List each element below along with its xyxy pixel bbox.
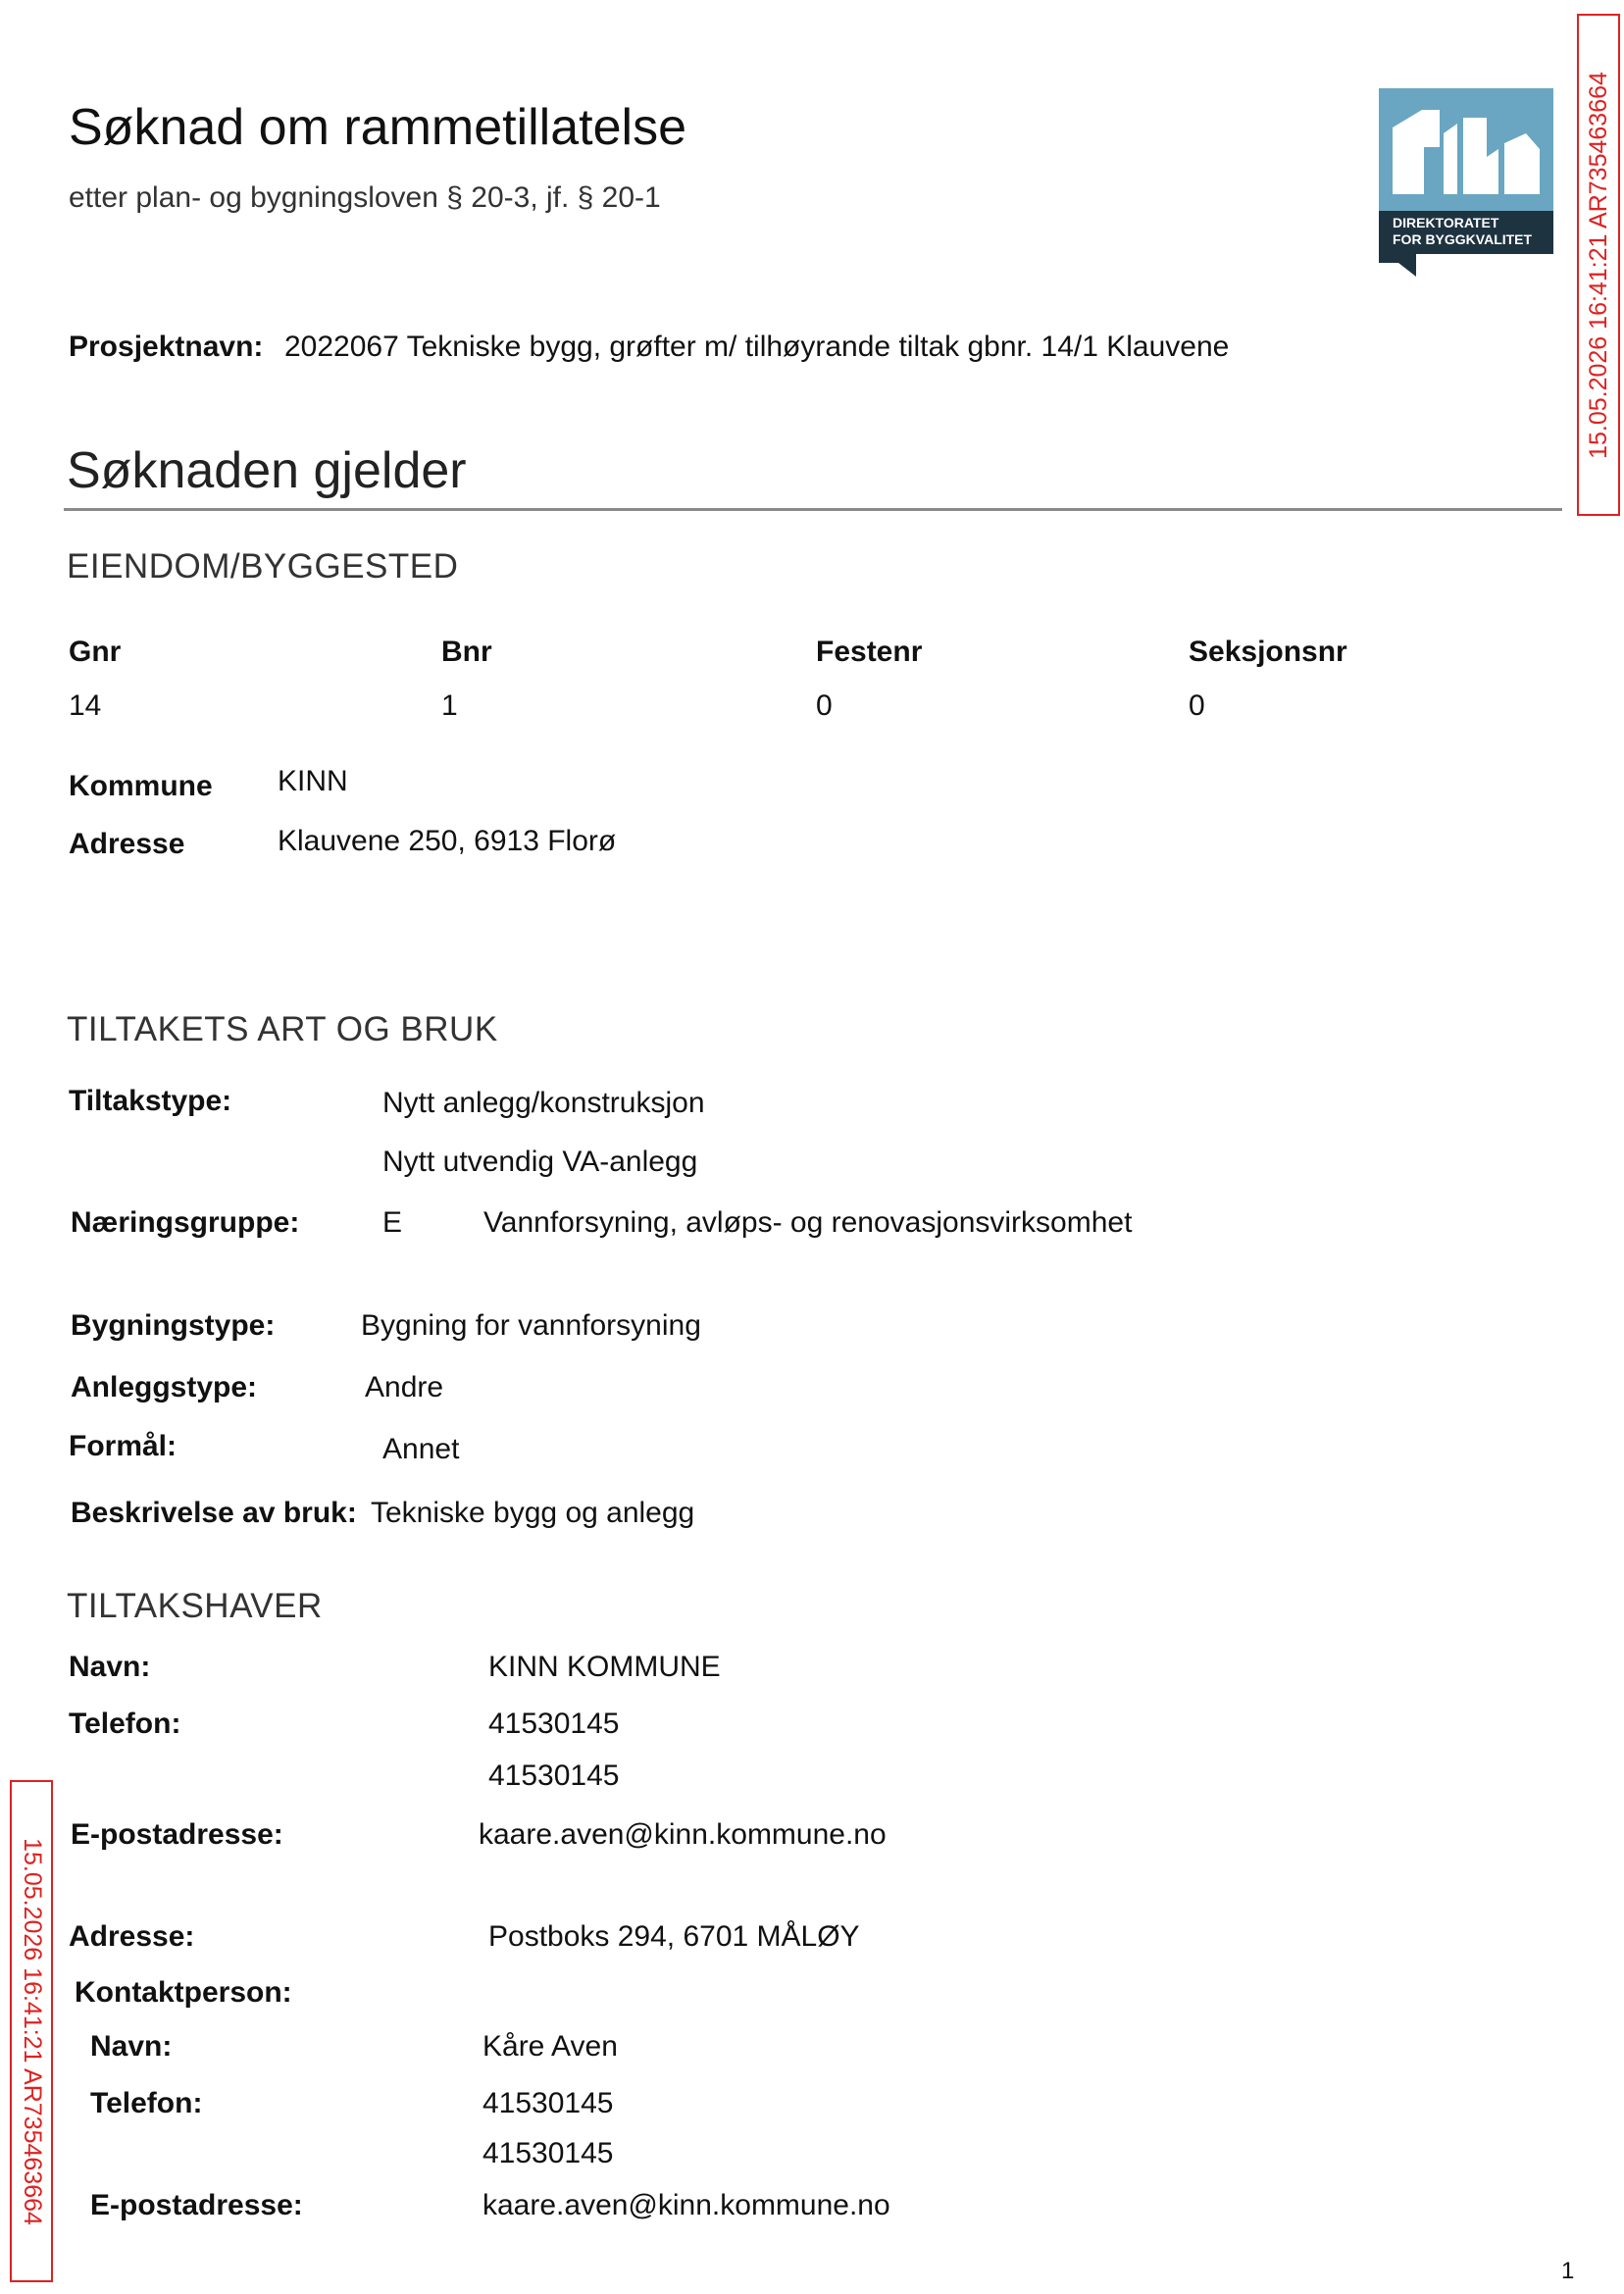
th-adresse-value: Postboks 294, 6701 MÅLØY (488, 1920, 860, 1953)
archive-stamp-right-text: 15.05.2026 16:41:21 AR735463664 (1584, 71, 1612, 459)
kp-navn-value: Kåre Aven (482, 2030, 618, 2063)
gnr-value: 14 (69, 689, 102, 722)
tiltakshaver-heading: TILTAKSHAVER (67, 1587, 323, 1625)
dibk-logo (1379, 88, 1553, 277)
naeringsgruppe-label: Næringsgruppe: (71, 1206, 300, 1239)
project-name-value: 2022067 Tekniske bygg, grøfter m/ tilhøyrande tiltak gbnr. 14/1 Klauvene (284, 331, 1230, 363)
bygningstype-value: Bygning for vannforsyning (361, 1309, 701, 1342)
adresse-label: Adresse (69, 828, 185, 860)
kp-navn-label: Navn: (90, 2030, 173, 2063)
formal-label: Formål: (69, 1430, 178, 1462)
bnr-value: 1 (441, 689, 458, 722)
tiltakstype-value-2: Nytt utvendig VA-anlegg (382, 1146, 698, 1178)
section-title: Søknaden gjelder (67, 442, 467, 499)
page-number: 1 (1561, 2258, 1575, 2284)
kp-epost-label: E-postadresse: (90, 2189, 303, 2221)
seksjonsnr-value: 0 (1189, 689, 1205, 722)
eiendom-heading: EIENDOM/BYGGESTED (67, 547, 459, 586)
gnr-label: Gnr (69, 636, 122, 668)
kommune-value: KINN (278, 765, 348, 797)
adresse-value: Klauvene 250, 6913 Florø (278, 825, 617, 857)
festenr-label: Festenr (816, 636, 923, 668)
naeringsgruppe-code: E (382, 1206, 403, 1239)
archive-stamp-left (10, 1780, 53, 2282)
tiltak-heading: TILTAKETS ART OG BRUK (67, 1010, 498, 1048)
seksjonsnr-label: Seksjonsnr (1189, 636, 1347, 668)
beskrivelse-label: Beskrivelse av bruk: (71, 1497, 357, 1529)
th-telefon-value-2: 41530145 (488, 1759, 620, 1792)
bnr-label: Bnr (441, 636, 492, 668)
naeringsgruppe-value: Vannforsyning, avløps- og renovasjonsvirksomhet (483, 1206, 1133, 1239)
kp-telefon-label: Telefon: (90, 2087, 203, 2119)
th-telefon-value-1: 41530145 (488, 1708, 620, 1740)
formal-value: Annet (382, 1433, 460, 1465)
kp-telefon-value-2: 41530145 (482, 2137, 614, 2169)
kommune-label: Kommune (69, 770, 213, 802)
th-epost-value: kaare.aven@kinn.kommune.no (479, 1818, 887, 1851)
page-subtitle: etter plan- og bygningsloven § 20-3, jf. § 20-1 (69, 181, 661, 214)
logo-text-line1: DIREKTORATET (1393, 215, 1499, 230)
th-telefon-label: Telefon: (69, 1708, 181, 1740)
section-divider (64, 508, 1562, 511)
tiltakstype-label: Tiltakstype: (69, 1085, 232, 1117)
beskrivelse-value: Tekniske bygg og anlegg (371, 1497, 695, 1529)
kp-telefon-value-1: 41530145 (482, 2087, 614, 2119)
archive-stamp-left-text: 15.05.2026 16:41:21 AR735463664 (18, 1837, 46, 2225)
logo-text-line2: FOR BYGGKVALITET (1393, 231, 1533, 247)
th-adresse-label: Adresse: (69, 1920, 195, 1953)
th-epost-label: E-postadresse: (71, 1818, 283, 1851)
logo-icon (1379, 88, 1553, 277)
anleggstype-value: Andre (365, 1371, 444, 1403)
tiltakstype-value-1: Nytt anlegg/konstruksjon (382, 1087, 705, 1119)
anleggstype-label: Anleggstype: (71, 1371, 258, 1403)
kontaktperson-label: Kontaktperson: (75, 1976, 292, 2009)
archive-stamp-right (1577, 14, 1620, 516)
th-navn-value: KINN KOMMUNE (488, 1651, 721, 1683)
th-navn-label: Navn: (69, 1651, 151, 1683)
project-name-label: Prosjektnavn: (69, 331, 264, 363)
bygningstype-label: Bygningstype: (71, 1309, 276, 1342)
page-title: Søknad om rammetillatelse (69, 99, 686, 156)
kp-epost-value: kaare.aven@kinn.kommune.no (482, 2189, 890, 2221)
festenr-value: 0 (816, 689, 833, 722)
